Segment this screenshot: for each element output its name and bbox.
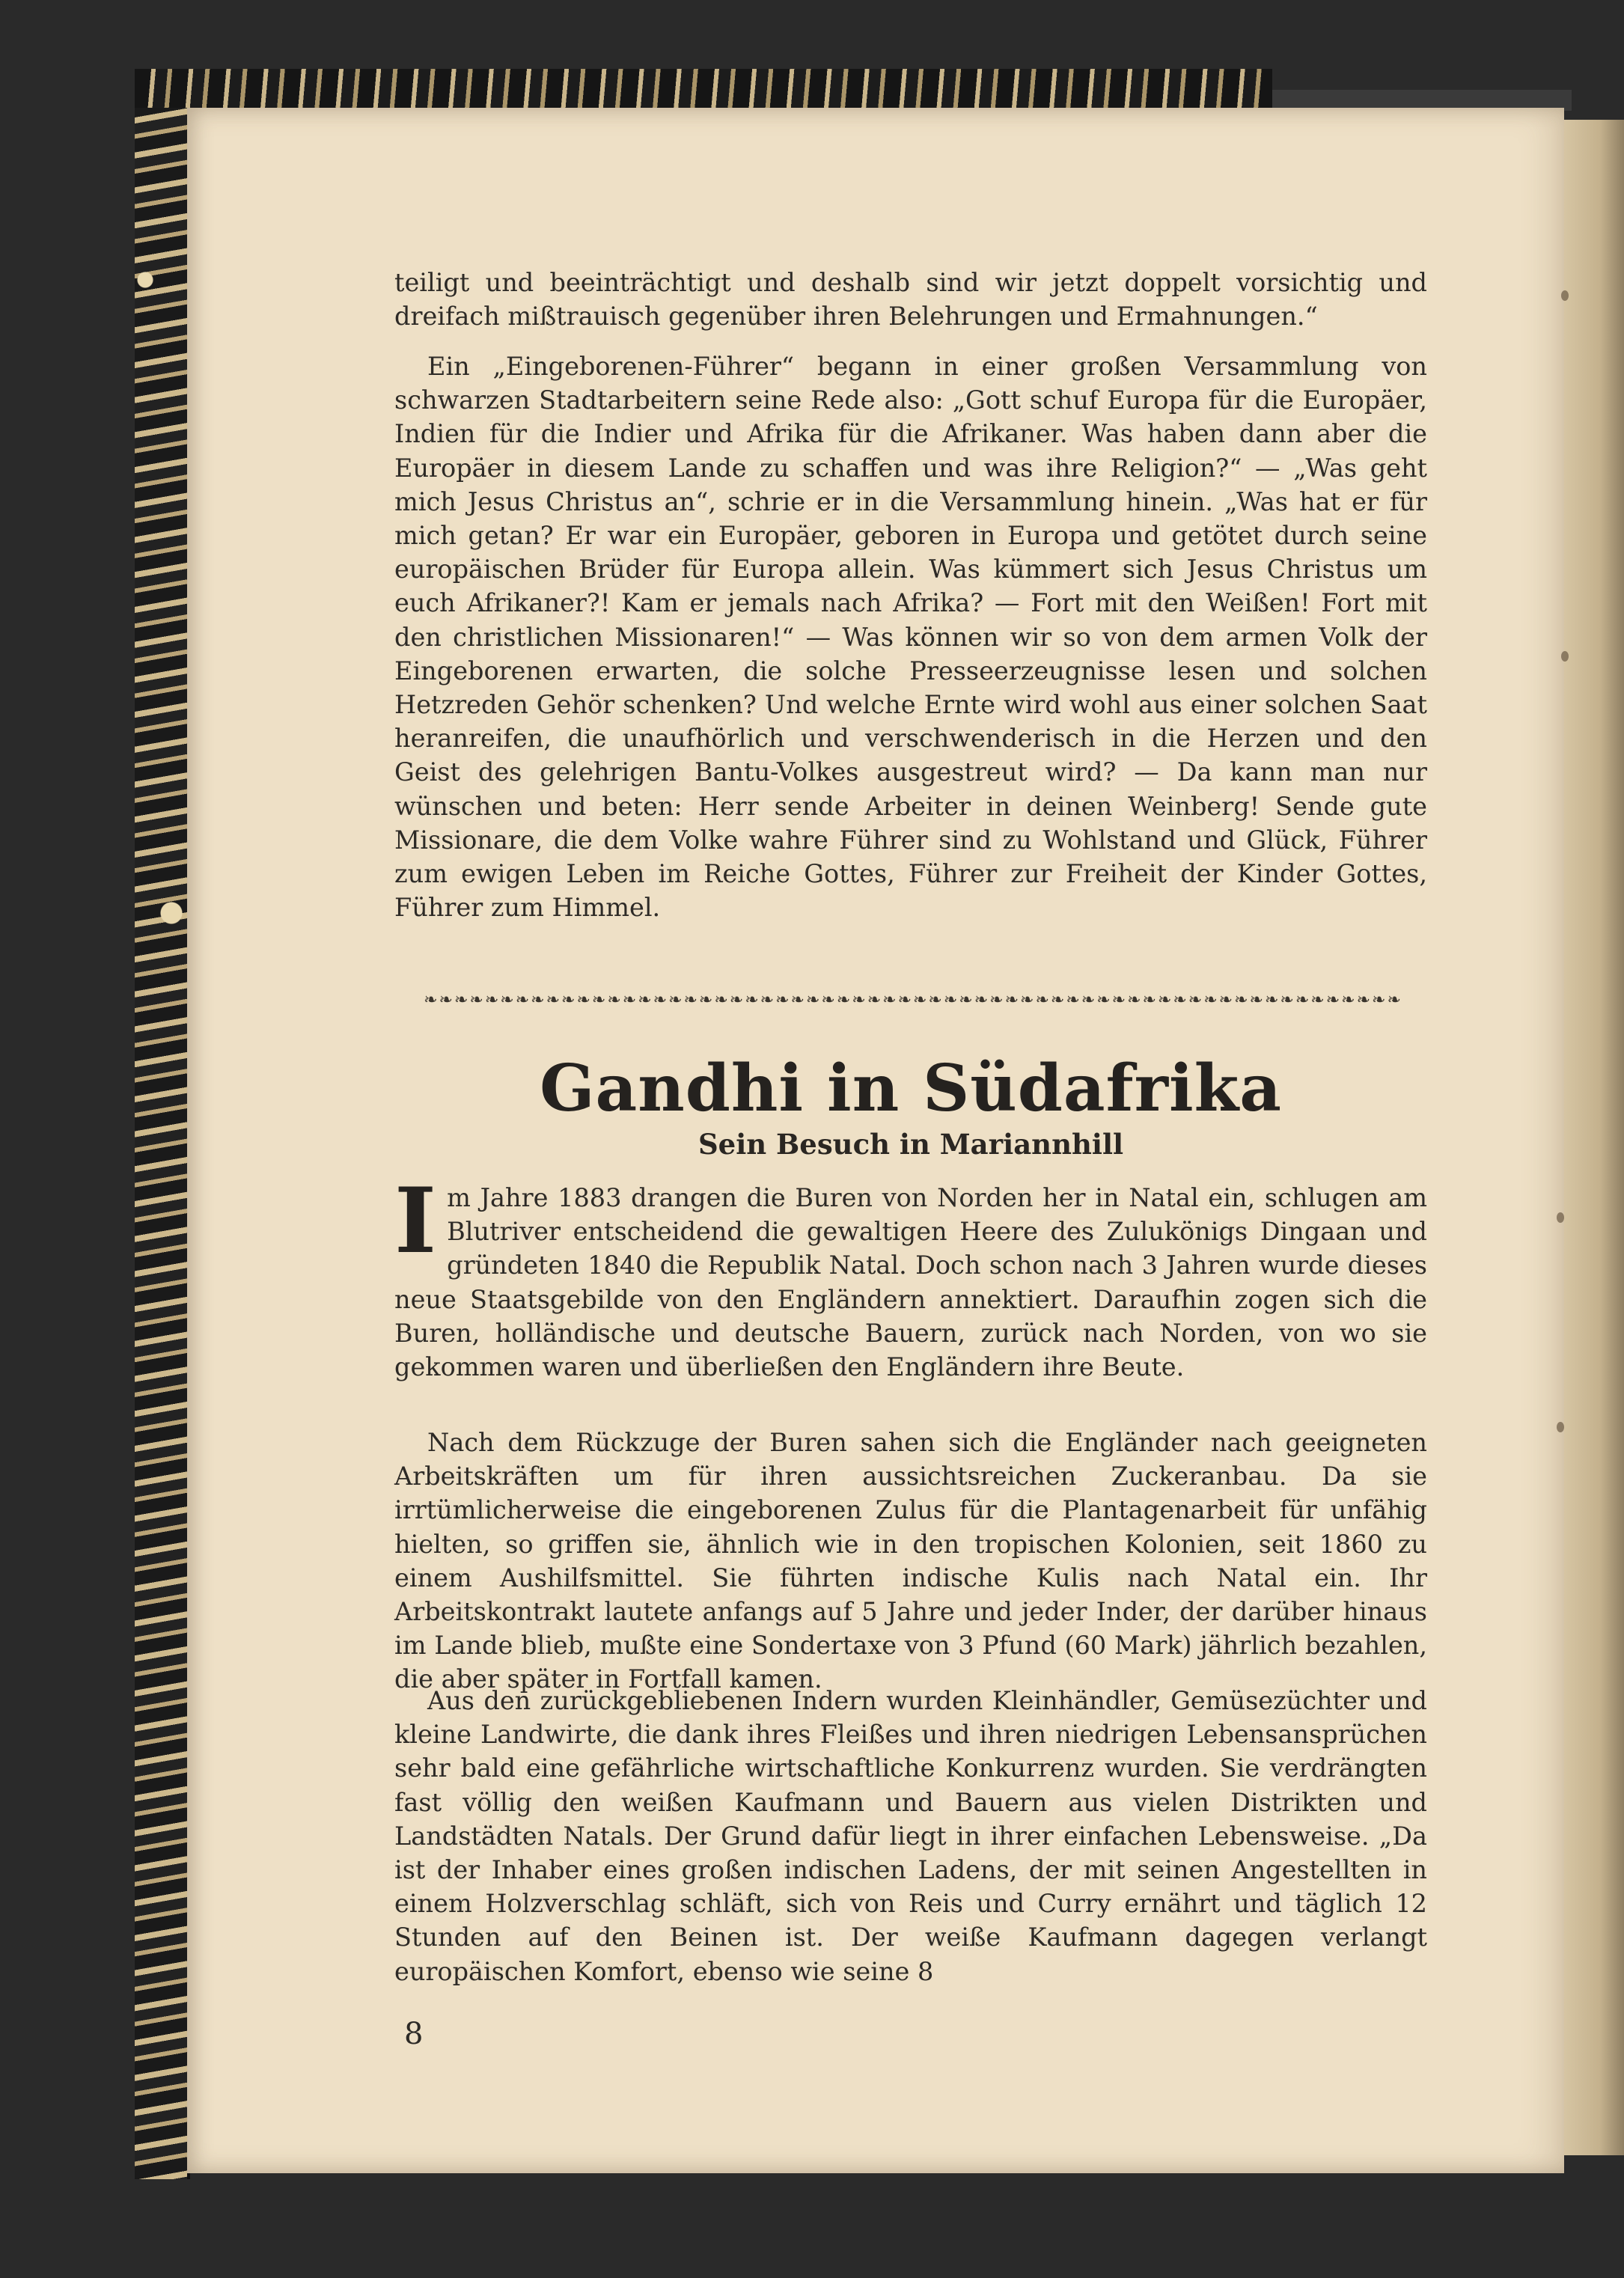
page-stain <box>1561 651 1569 662</box>
decorative-divider: ❧❧❧❧❧❧❧❧❧❧❧❧❧❧❧❧❧❧❧❧❧❧❧❧❧❧❧❧❧❧❧❧❧❧❧❧❧❧❧❧❧❧❧❧❧❧❧❧❧❧❧❧❧❧❧❧❧❧❧❧❧❧❧❧ <box>424 992 1402 1009</box>
continuation-paragraph-1: teiligt und beeinträchtigt und deshalb sind wir jetzt doppelt vorsichtig und dreifach mißtrauisch gegenüber ihren Belehrungen und Ermahnungen.“ <box>394 268 1427 332</box>
article-title: Gandhi in Südafrika <box>540 1051 1282 1126</box>
marbled-top-edge <box>135 69 1272 108</box>
page-stain <box>1557 1212 1564 1223</box>
marbled-book-cover <box>135 69 190 2179</box>
article-paragraph-1: Im Jahre 1883 drangen die Buren von Norden her in Natal ein, schlugen am Blutriver entscheidend die gewaltigen Heere des Zulukönigs Dingaan und gründeten 1840 die Republik Natal. Doch schon nach 3 Jahren wurde dieses neue Staatsgebilde von den Engländern annektiert. Daraufhin zogen sich die Buren, holländische und deutsche Bauern, zurück nach Norden, von wo sie gekommen waren und überließen den Engländern ihre Beute. <box>394 1168 1427 1382</box>
article-paragraph-3: Aus den zurückgebliebenen Indern wurden Kleinhändler, Gemüsezüchter und kleine Landwirte, die dank ihres Fleißes und ihren niedrigen Lebensansprüchen sehr bald eine gefährliche wirtschaftliche Konkurrenz wurden. Sie verdrängten fast völlig den weißen Kaufmann und Bauern aus vielen Distrikten und Landstädten Natals. Der Grund dafür liegt in ihrer einfachen Lebensweise. „Da ist der Inhaber eines großen indischen Ladens, der mit seinen Angestellten in einem Holzverschlag schläft, sich von Reis und Curry ernährt und täglich 12 Stunden auf den Beinen ist. Der weiße Kaufmann dagegen verlangt europäischen Komfort, ebenso wie seine 8 <box>394 1686 1427 1986</box>
page-stain <box>1557 1422 1564 1432</box>
next-page-edge <box>1564 120 1624 2155</box>
drop-cap: I <box>394 1168 437 1274</box>
page-number: 8 <box>404 2017 424 2051</box>
article-paragraph-2: Nach dem Rückzuge der Buren sahen sich die Engländer nach geeigneten Arbeitskräften um für ihren aussichtsreichen Zuckeranbau. Da sie irrtümlicherweise die eingeborenen Zulus für die Plantagenarbeit für unfähig hielten, so griffen sie, ähnlich wie in den tropischen Kolonien, seit 1860 zu einem Aushilfsmittel. Sie führten indische Kulis nach Natal ein. Ihr Arbeitskontrakt lautete anfangs auf 5 Jahre und jeder Inder, der darüber hinaus im Lande blieb, mußte eine Sondertaxe von 3 Pfund (60 Mark) jährlich bezahlen, die aber später in Fortfall kamen. <box>394 1428 1427 1694</box>
article-subtitle: Sein Besuch in Mariannhill <box>697 1128 1124 1161</box>
page-stain <box>1561 290 1569 301</box>
continuation-paragraph-2: Ein „Eingeborenen-Führer“ begann in einer großen Versammlung von schwarzen Stadtarbeitern seine Rede also: „Gott schuf Europa für die Europäer, Indien für die Indier und Afrika für die Afrikaner. Was haben dann aber die Europäer in diesem Lande zu schaffen und was ihre Religion?“ — „Was geht mich Jesus Christus an“, schrie er in die Versammlung hinein. „Was hat er für mich getan? Er war ein Europäer, geboren in Europa und getötet durch seine europäischen Brüder für Europa allein. Was kümmert sich Jesus Christus um euch Afrikaner?! Kam er jemals nach Afrika? — Fort mit den Weißen! Fort mit den christlichen Missionaren!“ — Was können wir so von dem armen Volk der Eingeborenen erwarten, die solche Presseerzeugnisse lesen und solchen Hetzreden Gehör schenken? Und welche Ernte wird wohl aus einer solchen Saat heranreifen, die unaufhörlich und verschwenderisch in die Herzen und den Geist des gelehrigen Bantu-Volkes ausgestreut wird? — Da kann man nur wünschen und beten: Herr sende Arbeiter in deinen Weinberg! Sende gute Missionare, die dem Volke wahre Führer sind zu Wohlstand und Glück, Führer zum ewigen Leben im Reiche Gottes, Führer zur Freiheit der Kinder Gottes, Führer zum Himmel. <box>394 352 1427 923</box>
